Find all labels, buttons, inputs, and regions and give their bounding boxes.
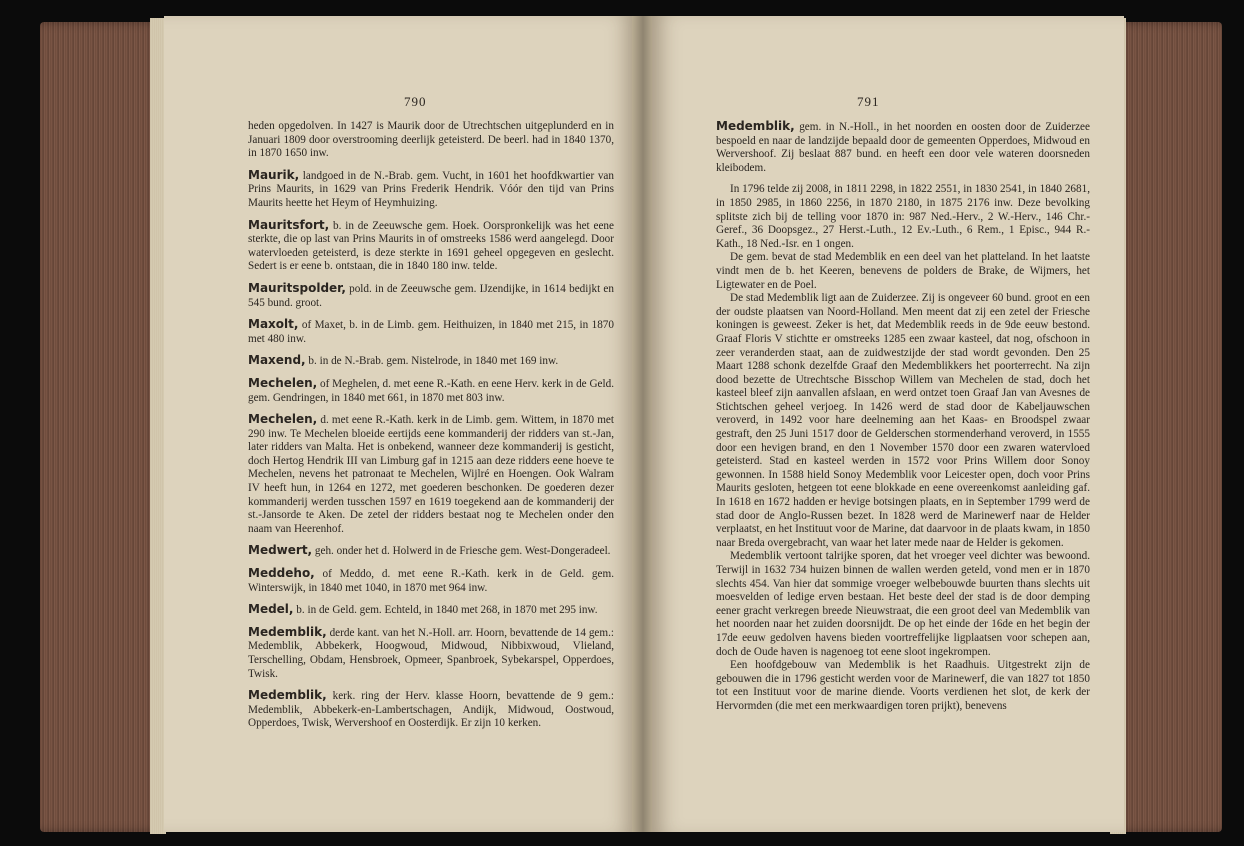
entry-headword: Mechelen, [248, 375, 318, 390]
entry-body: Medemblik vertoont talrijke sporen, dat het vroeger veel dichter was bewoond. Terwijl in 1632 734 huizen binnen de wallen werden geteld, vond men er in 1870 slechts 454. Van hier dat sommige vroeger welbebouwde buurten thans slechts uit moesvelden of ledige erven bestaan. Het beste deel der stad is de door demping eener gracht verkregen breede Nieuwstraat, die een groot deel van Medemblik van het noorden naar het zuiden doorsnijdt. De op het einde der 16de en het begin der 17de eeuw gedolven havens bieden voortreffelijke ligplaatsen voor schepen aan, doch de Oude haven is nagenoeg tot eene sloot ingekrompen. [716, 550, 1090, 658]
entry-body: of Meghelen, d. met eene R.-Kath. en eene Herv. kerk in de Geld. gem. Gendringen, in 1840 met 661, in 1870 met 803 inw. [248, 377, 614, 404]
entry-paragraph [716, 183, 1090, 251]
entry-paragraph [248, 626, 614, 681]
entry-body: gem. in N.-Holl., in het noorden en oosten door de Zuiderzee bespoeld en naar de landzijde bepaald door de gemeenten Opperdoes, Midwoud en Wervershoof. Zij beslaat 887 bund. en heeft een door vele wateren doorsneden kleibodem. [716, 121, 1090, 174]
entry-paragraph [716, 550, 1090, 659]
entry-paragraph [248, 282, 614, 310]
entry-paragraph [248, 689, 614, 731]
page-text [716, 120, 1090, 714]
book-gutter [632, 16, 654, 832]
entry-paragraph [248, 120, 614, 161]
entry-body: b. in de Zeeuwsche gem. Hoek. Oorspronkelijk was het eene sterkte, die op last van Prins Maurits in of omstreeks 1586 werd aangelegd. Door watervloeden geteisterd, is deze sterkte in 1691 geheel opgegeven en geslecht. Sedert is er eene b. ontstaan, die in 1840 180 inw. telde. [248, 219, 614, 273]
entry-body: derde kant. van het N.-Holl. arr. Hoorn, bevattende de 14 gem.: Medemblik, Abbekerk, Hoogwoud, Midwoud, Nibbixwoud, Vlieland, Terschelling, Obdam, Hensbroek, Opmeer, Spanbroek, Sybekarspel, Opperdoes, Twisk. [248, 626, 614, 680]
entry-headword: Maxolt, [248, 317, 299, 332]
entry-body: of Maxet, b. in de Limb. gem. Heithuizen, in 1840 met 215, in 1870 met 480 inw. [248, 319, 614, 345]
entry-paragraph [248, 318, 614, 346]
entry-headword: Meddeho, [248, 566, 315, 581]
entry-paragraph [248, 377, 614, 405]
entry-paragraph [716, 659, 1090, 713]
left-page [164, 16, 635, 832]
page-number: 791 [857, 94, 880, 109]
page-number: 790 [404, 94, 427, 109]
entry-body: landgoed in de N.-Brab. gem. Vucht, in 1601 het hoofdkwartier van Prins Maurits, in 1629 van Prins Frederik Hendrik. Vóór den tijd van Prins Maurits heette het Heym of Heymhuizing. [248, 169, 614, 209]
entry-body: Een hoofdgebouw van Medemblik is het Raadhuis. Uitgestrekt zijn de gebouwen die in 1796 gesticht werden voor de Marinewerf, die van 1827 tot 1850 tot een Instituut voor de marine diende. Voorts verdienen het slot, de kerk der Hervormden (die met een merkwaardigen toren prijkt), benevens [716, 659, 1090, 712]
entry-paragraph [248, 169, 614, 211]
entry-headword: Medemblik, [248, 688, 327, 703]
book-edge-left [40, 22, 162, 832]
entry-paragraph [248, 544, 614, 559]
entry-paragraph [248, 567, 614, 595]
entry-headword: Mauritspolder, [248, 280, 346, 295]
entry-body: of Meddo, d. met eene R.-Kath. kerk in de Geld. gem. Winterswijk, in 1840 met 1040, in 1870 met 964 inw. [248, 568, 614, 594]
entry-body: pold. in de Zeeuwsche gem. IJzendijke, in 1614 bedijkt en 545 bund. groot. [248, 282, 614, 309]
entry-body: d. met eene R.-Kath. kerk in de Limb. gem. Wittem, in 1870 met 290 inw. Te Mechelen bloeide eertijds eene kommanderij der ridders van st.-Jan, later ridders van Malta. Het is onbekend, wanneer deze kommanderij is gesticht, doch Hertog Hendrik III van Limburg gaf in 1215 aan deze ridders eene hoeve te Mechelen, nevens het patronaat te Mechelen, Wijlré en Hoengen. Ook Walram IV heeft hun, in 1264 en 1272, met goederen beschonken. De goederen dezer kommanderij werden tusschen 1597 en 1619 toegekend aan de kommanderij der st.-Jansorde te Aken. De zetel der ridders bestaat nog te Mechelen onder den naam van Heerenhof. [248, 414, 614, 535]
entry-body: b. in de N.-Brab. gem. Nistelrode, in 1840 met 169 inw. [305, 355, 559, 368]
page-text [248, 120, 614, 739]
entry-body: heden opgedolven. In 1427 is Maurik door de Utrechtschen uitgeplunderd en in Januari 1809 door overstrooming deerlijk geteisterd. De beerl. had in 1840 1370, in 1870 1650 inw. [248, 120, 614, 160]
entry-headword: Medel, [248, 602, 294, 617]
entry-paragraph [248, 603, 614, 618]
entry-body: geh. onder het d. Holwerd in de Friesche gem. West-Dongeradeel. [312, 545, 611, 558]
entry-body: kerk. ring der Herv. klasse Hoorn, bevattende de 9 gem.: Medemblik, Abbekerk-en-Lambertschagen, Andijk, Midwoud, Oostwoud, Opperdoes, Twisk, Wervershoof en Oosterdijk. Er zijn 10 kerken. [248, 690, 614, 730]
book-edge-right [1114, 22, 1222, 832]
entry-paragraph [716, 120, 1090, 175]
entry-headword: Medemblik, [716, 119, 795, 133]
entry-paragraph [248, 354, 614, 369]
entry-headword: Medemblik, [248, 624, 327, 639]
entry-paragraph [248, 413, 614, 536]
open-book [40, 12, 1222, 838]
entry-body: De gem. bevat de stad Medemblik en een deel van het platteland. In het laatste vindt men de b. het Keeren, benevens de polders de Brake, de Wijmers, het Ligtewater en de Poel. [716, 251, 1090, 291]
entry-headword: Medwert, [248, 543, 313, 558]
entry-body: In 1796 telde zij 2008, in 1811 2298, in 1822 2551, in 1830 2541, in 1840 2681, in 1850 2985, in 1860 2256, in 1870 2180, in 1875 2176 inw. Deze bevolking splitste zich bij de telling voor 1870 in: 987 Ned.-Herv., 2 W.-Herv., 146 Chr.-Geref., 36 Doopsgez., 27 Herst.-Luth., 12 Ev.-Luth., 6 Rem., 1 Episc., 944 R.-Kath., 18 Ned.-Isr. en 1 ongen. [716, 183, 1090, 250]
entry-body: De stad Medemblik ligt aan de Zuiderzee. Zij is ongeveer 60 bund. groot en een der oudste plaatsen van Noord-Holland. Men meent dat zij een zetel der Friesche koningen is geweest. Zeker is het, dat Medemblik reeds in de 9de eeuw bestond. Graaf Floris V stichtte er omstreeks 1285 een zwaar kasteel, dat nog, ofschoon in zeer veranderden staat, aan de zuidwestzijde der stad wordt gevonden. Den 25 Maart 1288 schonk dezelfde Graaf den Medemblikkers het poorterrecht. Na zijn dood bezette de Utrechtsche Bisschop Willem van Mechelen de stad, doch het kasteel bleef zijn aanvallen afslaan, en werd ontzet toen Graaf Jan van Avesnes de Stichtschen geheel verjoeg. In 1426 werd de stad door de Kabeljauwschen veroverd, in 1492 voor hare deelneming aan het Kaas- en Broodspel zwaar gestraft, den 25 Juni 1517 door de Gelderschen stormenderhand veroverd, in 1555 door een hevigen brand, en den 1 November 1570 door een zwaren watervloed geteisterd. Stad en kasteel werden in 1572 voor Prins Willem door Sonoy gewonnen. In 1588 hield Sonoy Medemblik voor Leicester open, doch voor Prins Maurits gesloten, hetgeen tot eene blokkade en eene overeenkomst aanleiding gaf. In 1618 en 1672 hadden er hevige botsingen plaats, en in September 1799 werd de stad door de Anglo-Russen bezet. In 1828 werd de Marinewerf naar de Helder verplaatst, en het Instituut voor de Marine, dat daarvoor in de plaats kwam, in 1850 naar Breda overgebracht, van waar het later mede naar de Helder is gekomen. [716, 292, 1090, 549]
entry-paragraph [716, 292, 1090, 550]
right-page [652, 16, 1124, 832]
entry-body: b. in de Geld. gem. Echteld, in 1840 met 268, in 1870 met 295 inw. [293, 604, 598, 617]
entry-headword: Maxend, [248, 353, 306, 368]
entry-headword: Mauritsfort, [248, 217, 330, 232]
entry-headword: Maurik, [248, 167, 300, 182]
entry-headword: Mechelen, [248, 412, 318, 427]
entry-paragraph [716, 251, 1090, 292]
entry-paragraph [248, 219, 614, 274]
